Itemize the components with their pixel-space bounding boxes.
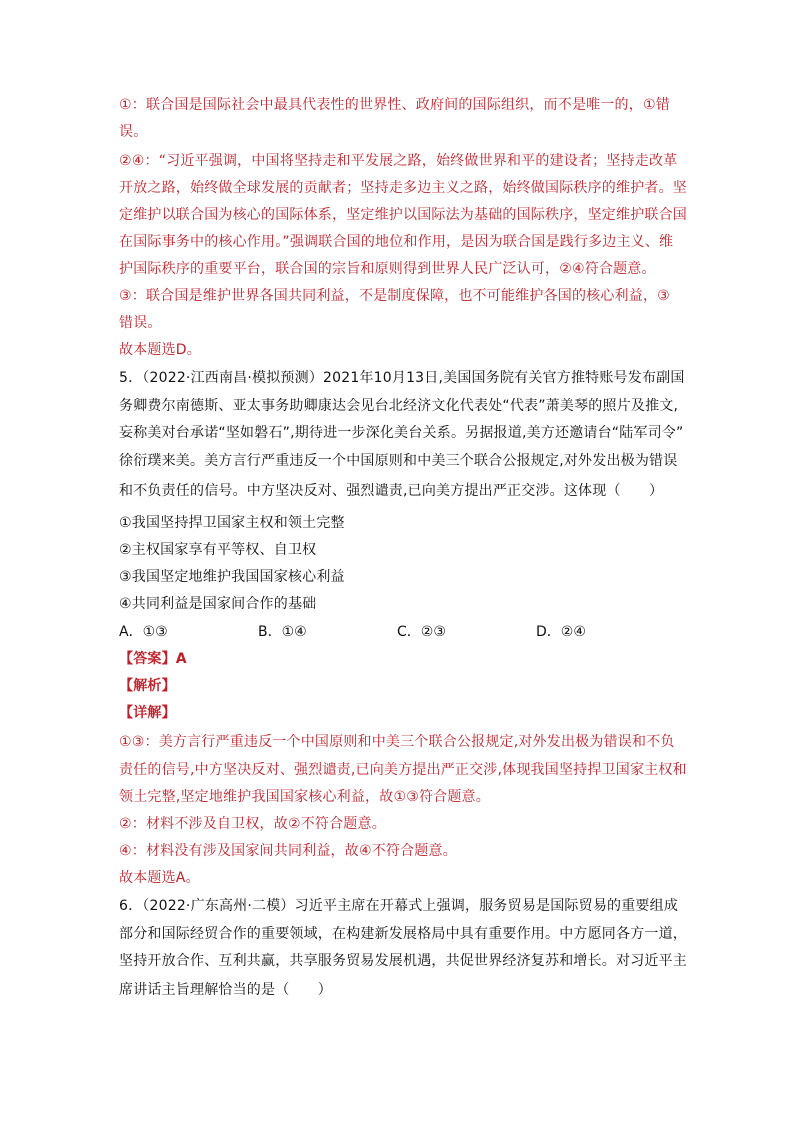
analysis-line-7: 护国际秩序的重要平台，联合国的宗旨和原则得到世界人民广泛认可，②④符合题意。 — [119, 261, 656, 277]
statement-4: ④共同利益是国家间合作的基础 — [119, 596, 317, 612]
analysis-line-9: 错误。 — [119, 315, 162, 331]
detail-line-3: 领土完整,坚定地维护我国国家核心利益，故①③符合题意。 — [119, 789, 490, 805]
question-6-line-3: 坚持开放合作、互利共赢，共享服务贸易发展机遇，共促世界经济复苏和增长。对习近平主 — [119, 953, 687, 969]
question-5-line-5: 和不负责任的信号。中方坚决反对、强烈谴责,已向美方提出严正交涉。这体现（ ） — [119, 483, 664, 499]
question-5-line-3: 妄称美对台承诺“坚如磐石”,期待进一步深化美台关系。另据报道,美方还邀请台“陆军司令” — [119, 425, 684, 441]
statement-1: ①我国坚持捍卫国家主权和领土完整 — [119, 515, 345, 531]
detail-line-2: 责任的信号,中方坚决反对、强烈谴责,已向美方提出严正交涉,体现我国坚持捍卫国家主权和 — [119, 762, 687, 778]
analysis-label: 【解析】 — [119, 678, 176, 694]
option-d: D．②④ — [536, 624, 586, 640]
detail-line-1: ①③：美方言行严重违反一个中国原则和中美三个联合公报规定,对外发出极为错误和不负 — [119, 734, 675, 750]
statement-2: ②主权国家享有平等权、自卫权 — [119, 542, 317, 558]
analysis-line-2: 误。 — [119, 124, 148, 140]
answer-conclusion-4: 故本题选D。 — [119, 342, 201, 358]
detail-line-5: ④：材料没有涉及国家间共同利益，故④不符合题意。 — [119, 843, 457, 859]
answer-conclusion-5: 故本题选A。 — [119, 870, 200, 886]
analysis-line-8: ③：联合国是维护世界各国共同利益，不是制度保障，也不可能维护各国的核心利益，③ — [119, 288, 670, 304]
question-6-line-2: 部分和国际经贸合作的重要领域，在构建新发展格局中具有重要作用。中方愿同各方一道， — [119, 926, 687, 942]
detail-line-4: ②：材料不涉及自卫权，故②不符合题意。 — [119, 816, 386, 832]
detail-label: 【详解】 — [119, 705, 176, 721]
question-5-line-1: 5．（2022·江西南昌·模拟预测）2021年10月13日,美国国务院有关官方推特账号发布副国 — [119, 370, 685, 386]
analysis-line-6: 在国际事务中的核心作用。”强调联合国的地位和作用，是因为联合国是践行多边主义、维 — [119, 234, 674, 250]
analysis-line-3: ②④：“习近平强调，中国将坚持走和平发展之路，始终做世界和平的建设者；坚持走改革 — [119, 153, 678, 169]
question-5-line-4: 徐衍璞来美。美方言行严重违反一个中国原则和中美三个联合公报规定,对外发出极为错误 — [119, 453, 678, 469]
question-6-line-1: 6．（2022·广东高州·二模）习近平主席在开幕式上强调，服务贸易是国际贸易的重要组成 — [119, 898, 679, 914]
option-a: A．①③ — [119, 624, 168, 640]
option-c: C．②③ — [397, 624, 446, 640]
analysis-line-4: 开放之路，始终做全球发展的贡献者；坚持走多边主义之路，始终做国际秩序的维护者。坚 — [119, 180, 687, 196]
question-5-line-2: 务卿费尔南德斯、亚太事务助卿康达会见台北经济文化代表处“代表”萧美琴的照片及推文, — [119, 398, 679, 414]
option-b: B．①④ — [258, 624, 307, 640]
question-6-line-4: 席讲话主旨理解恰当的是（ ） — [119, 982, 332, 998]
answer-label: 【答案】A — [119, 651, 187, 667]
analysis-line-5: 定维护以联合国为核心的国际体系，坚定维护以国际法为基础的国际秩序，坚定维护联合国 — [119, 207, 687, 223]
statement-3: ③我国坚定地维护我国国家核心利益 — [119, 569, 345, 585]
analysis-line-1: ①：联合国是国际社会中最具代表性的世界性、政府间的国际组织，而不是唯一的，①错 — [119, 97, 670, 113]
